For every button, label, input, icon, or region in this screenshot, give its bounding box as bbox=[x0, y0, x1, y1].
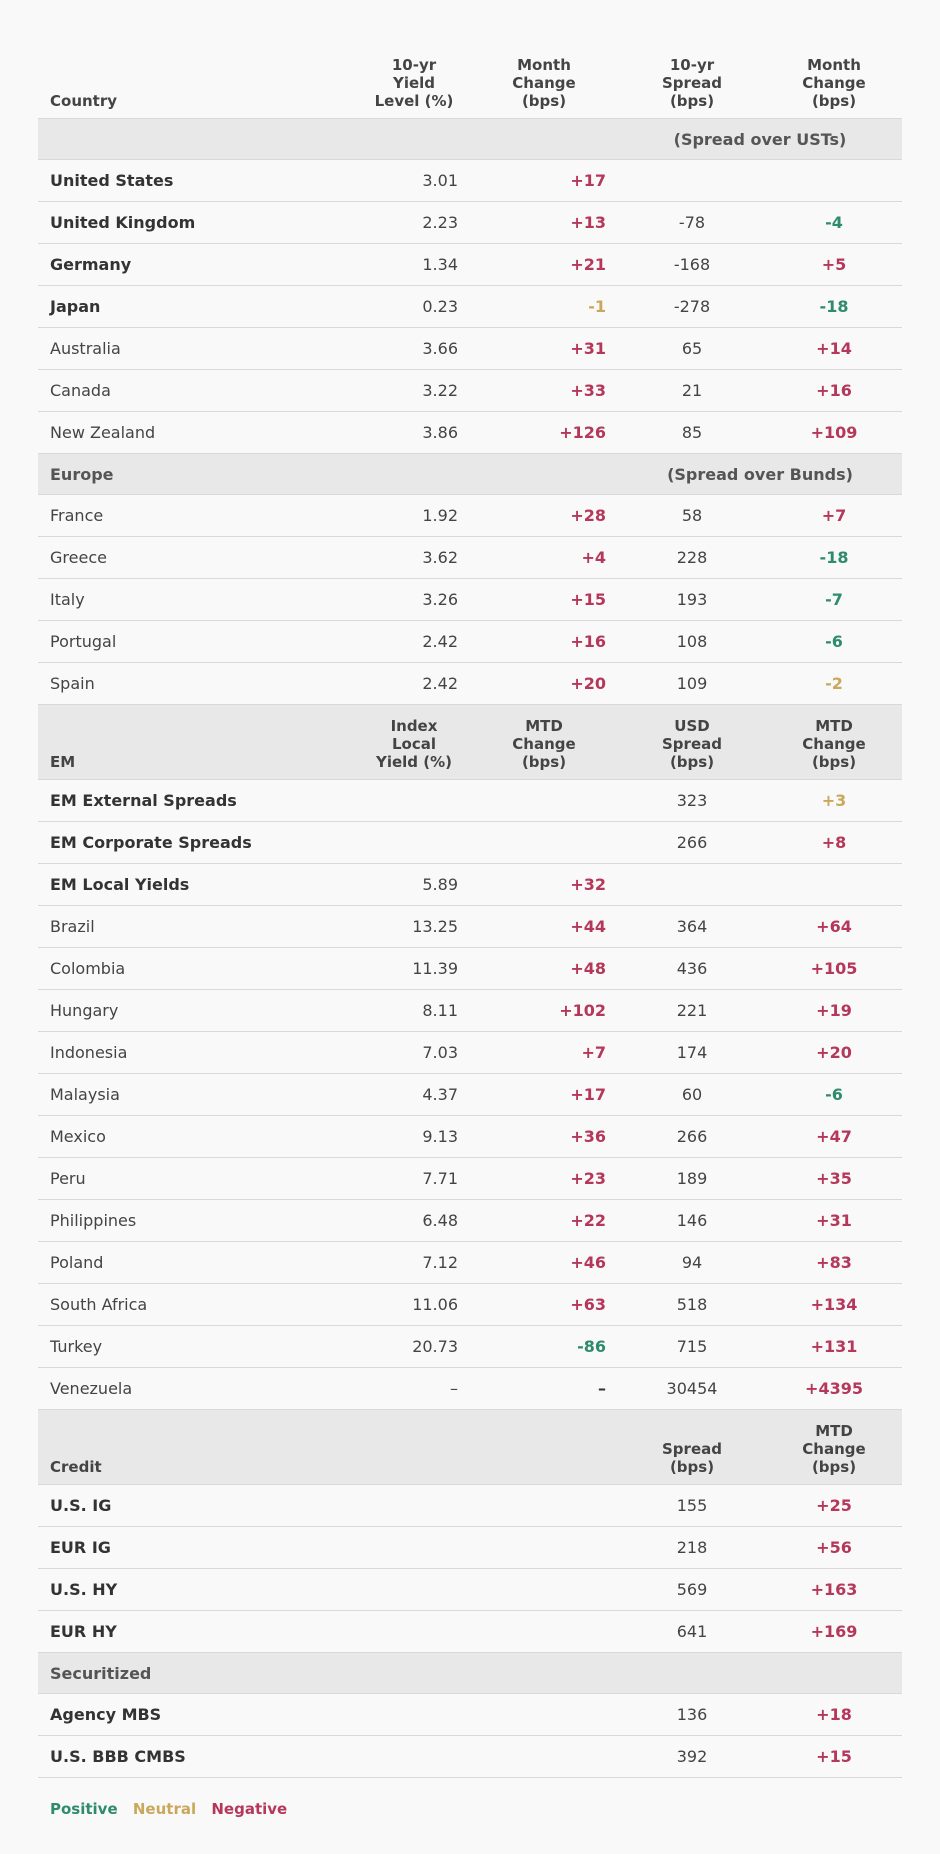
row-yield-change: +22 bbox=[470, 1200, 618, 1242]
row-yield-change: +46 bbox=[470, 1242, 618, 1284]
row-name: Malaysia bbox=[38, 1074, 358, 1116]
row-yield-change bbox=[470, 1611, 618, 1653]
row-name: Indonesia bbox=[38, 1032, 358, 1074]
header-yield: 10-yr Yield Level (%) bbox=[358, 50, 470, 119]
row-name: New Zealand bbox=[38, 412, 358, 454]
row-name: Turkey bbox=[38, 1326, 358, 1368]
table-row bbox=[38, 1569, 902, 1611]
table-row bbox=[38, 1200, 902, 1242]
row-yield bbox=[358, 1527, 470, 1569]
table-row bbox=[38, 160, 902, 202]
credit-header-row bbox=[38, 1410, 902, 1485]
row-spread: 30454 bbox=[618, 1368, 766, 1410]
row-spread: 569 bbox=[618, 1569, 766, 1611]
row-yield: 3.66 bbox=[358, 328, 470, 370]
row-spread-change bbox=[766, 864, 902, 906]
row-yield-change: +15 bbox=[470, 579, 618, 621]
row-yield-change: +33 bbox=[470, 370, 618, 412]
row-spread: 65 bbox=[618, 328, 766, 370]
row-name: Greece bbox=[38, 537, 358, 579]
row-spread: 58 bbox=[618, 495, 766, 537]
credit-header-mtd-change: MTD Change (bps) bbox=[766, 1410, 902, 1485]
row-spread-change: +35 bbox=[766, 1158, 902, 1200]
row-spread-change: +131 bbox=[766, 1326, 902, 1368]
row-yield: 2.42 bbox=[358, 621, 470, 663]
row-yield-change bbox=[470, 1736, 618, 1778]
row-name: United Kingdom bbox=[38, 202, 358, 244]
row-spread-change: +56 bbox=[766, 1527, 902, 1569]
row-spread-change: +15 bbox=[766, 1736, 902, 1778]
header-month-change: Month Change (bps) bbox=[470, 50, 618, 119]
row-yield: 3.01 bbox=[358, 160, 470, 202]
row-yield-change bbox=[470, 1569, 618, 1611]
row-spread: -168 bbox=[618, 244, 766, 286]
row-yield: 7.03 bbox=[358, 1032, 470, 1074]
row-spread: 109 bbox=[618, 663, 766, 705]
row-spread-change: +105 bbox=[766, 948, 902, 990]
row-spread-change: -4 bbox=[766, 202, 902, 244]
row-name: EM External Spreads bbox=[38, 780, 358, 822]
row-yield: 8.11 bbox=[358, 990, 470, 1032]
legend-neutral: Neutral bbox=[132, 1800, 197, 1818]
row-yield-change bbox=[470, 822, 618, 864]
row-spread: 323 bbox=[618, 780, 766, 822]
table-row bbox=[38, 495, 902, 537]
row-name: EUR HY bbox=[38, 1611, 358, 1653]
table-row bbox=[38, 621, 902, 663]
row-spread: 193 bbox=[618, 579, 766, 621]
row-spread: 60 bbox=[618, 1074, 766, 1116]
bund-note: (Spread over Bunds) bbox=[618, 454, 902, 495]
table-row bbox=[38, 412, 902, 454]
table-row bbox=[38, 579, 902, 621]
row-name: Hungary bbox=[38, 990, 358, 1032]
row-yield-change: -1 bbox=[470, 286, 618, 328]
row-yield-change: +20 bbox=[470, 663, 618, 705]
row-spread: 392 bbox=[618, 1736, 766, 1778]
row-spread: -278 bbox=[618, 286, 766, 328]
table-row bbox=[38, 1694, 902, 1736]
color-legend bbox=[50, 1800, 297, 1818]
row-spread-change: +163 bbox=[766, 1569, 902, 1611]
table-row bbox=[38, 1032, 902, 1074]
row-yield: 2.42 bbox=[358, 663, 470, 705]
row-yield-change: +31 bbox=[470, 328, 618, 370]
row-spread: 94 bbox=[618, 1242, 766, 1284]
credit-header-spread: Spread (bps) bbox=[618, 1410, 766, 1485]
table-row bbox=[38, 1284, 902, 1326]
row-spread-change: +134 bbox=[766, 1284, 902, 1326]
row-spread-change: +47 bbox=[766, 1116, 902, 1158]
table-row bbox=[38, 1527, 902, 1569]
row-spread: 218 bbox=[618, 1527, 766, 1569]
row-yield: – bbox=[358, 1368, 470, 1410]
row-spread-change: +18 bbox=[766, 1694, 902, 1736]
section-row-securitized bbox=[38, 1653, 902, 1694]
row-spread-change: +19 bbox=[766, 990, 902, 1032]
row-yield-change: +17 bbox=[470, 1074, 618, 1116]
header-spread: 10-yr Spread (bps) bbox=[618, 50, 766, 119]
row-name: Portugal bbox=[38, 621, 358, 663]
em-header-spread: USD Spread (bps) bbox=[618, 705, 766, 780]
row-yield: 3.26 bbox=[358, 579, 470, 621]
table-row bbox=[38, 1611, 902, 1653]
row-name: Peru bbox=[38, 1158, 358, 1200]
row-yield: 4.37 bbox=[358, 1074, 470, 1116]
row-spread-change: -6 bbox=[766, 1074, 902, 1116]
table-row bbox=[38, 822, 902, 864]
row-yield bbox=[358, 1485, 470, 1527]
row-spread: 364 bbox=[618, 906, 766, 948]
row-spread: 21 bbox=[618, 370, 766, 412]
row-spread: 641 bbox=[618, 1611, 766, 1653]
row-spread-change: -18 bbox=[766, 286, 902, 328]
table-row bbox=[38, 1074, 902, 1116]
row-yield-change: +44 bbox=[470, 906, 618, 948]
ust-note: (Spread over USTs) bbox=[618, 119, 902, 160]
row-spread-change: -6 bbox=[766, 621, 902, 663]
row-spread-change: +7 bbox=[766, 495, 902, 537]
row-name: Mexico bbox=[38, 1116, 358, 1158]
table-row bbox=[38, 370, 902, 412]
securitized-label: Securitized bbox=[38, 1653, 358, 1694]
row-yield-change: +4 bbox=[470, 537, 618, 579]
row-name: EUR IG bbox=[38, 1527, 358, 1569]
row-spread-change: +109 bbox=[766, 412, 902, 454]
row-name: Japan bbox=[38, 286, 358, 328]
row-yield: 7.71 bbox=[358, 1158, 470, 1200]
em-header-spread-change: MTD Change (bps) bbox=[766, 705, 902, 780]
row-spread: 189 bbox=[618, 1158, 766, 1200]
row-spread-change: +83 bbox=[766, 1242, 902, 1284]
table-row bbox=[38, 1736, 902, 1778]
table-row bbox=[38, 537, 902, 579]
row-yield-change: +7 bbox=[470, 1032, 618, 1074]
row-name: U.S. BBB CMBS bbox=[38, 1736, 358, 1778]
bond-yields-table bbox=[38, 50, 902, 1778]
row-spread: 266 bbox=[618, 1116, 766, 1158]
row-yield-change: +17 bbox=[470, 160, 618, 202]
row-yield bbox=[358, 780, 470, 822]
row-yield: 1.34 bbox=[358, 244, 470, 286]
table-row bbox=[38, 1368, 902, 1410]
row-yield bbox=[358, 822, 470, 864]
table-row bbox=[38, 864, 902, 906]
em-header-mtd-change: MTD Change (bps) bbox=[470, 705, 618, 780]
europe-label: Europe bbox=[38, 454, 358, 495]
row-yield: 11.39 bbox=[358, 948, 470, 990]
row-spread-change: -7 bbox=[766, 579, 902, 621]
row-name: Philippines bbox=[38, 1200, 358, 1242]
row-name: Poland bbox=[38, 1242, 358, 1284]
row-name: U.S. HY bbox=[38, 1569, 358, 1611]
row-yield-change: +16 bbox=[470, 621, 618, 663]
row-spread-change: +25 bbox=[766, 1485, 902, 1527]
row-name: Colombia bbox=[38, 948, 358, 990]
row-yield: 6.48 bbox=[358, 1200, 470, 1242]
row-yield-change: +63 bbox=[470, 1284, 618, 1326]
row-spread: 266 bbox=[618, 822, 766, 864]
row-yield-change bbox=[470, 1527, 618, 1569]
row-yield-change: +102 bbox=[470, 990, 618, 1032]
row-name: Venezuela bbox=[38, 1368, 358, 1410]
row-spread-change: -2 bbox=[766, 663, 902, 705]
table-row bbox=[38, 1116, 902, 1158]
row-yield-change: +13 bbox=[470, 202, 618, 244]
credit-label: Credit bbox=[38, 1410, 358, 1485]
row-spread: 155 bbox=[618, 1485, 766, 1527]
row-spread: 174 bbox=[618, 1032, 766, 1074]
row-name: France bbox=[38, 495, 358, 537]
legend-negative: Negative bbox=[211, 1800, 288, 1818]
row-yield-change: – bbox=[470, 1368, 618, 1410]
row-yield: 0.23 bbox=[358, 286, 470, 328]
row-name: Spain bbox=[38, 663, 358, 705]
table-row bbox=[38, 286, 902, 328]
table-row bbox=[38, 328, 902, 370]
row-name: Canada bbox=[38, 370, 358, 412]
section-row-europe bbox=[38, 454, 902, 495]
row-yield bbox=[358, 1569, 470, 1611]
row-yield-change: +23 bbox=[470, 1158, 618, 1200]
section-row-ust bbox=[38, 119, 902, 160]
row-spread bbox=[618, 864, 766, 906]
row-yield bbox=[358, 1694, 470, 1736]
row-yield-change bbox=[470, 1694, 618, 1736]
row-yield bbox=[358, 1611, 470, 1653]
row-name: Brazil bbox=[38, 906, 358, 948]
row-spread: 436 bbox=[618, 948, 766, 990]
row-yield-change: +21 bbox=[470, 244, 618, 286]
row-name: Australia bbox=[38, 328, 358, 370]
row-yield: 3.62 bbox=[358, 537, 470, 579]
header-country: Country bbox=[38, 50, 358, 119]
row-name: Germany bbox=[38, 244, 358, 286]
bond-table-container bbox=[38, 50, 902, 1778]
em-header-yield: Index Local Yield (%) bbox=[358, 705, 470, 780]
table-row bbox=[38, 244, 902, 286]
row-spread bbox=[618, 160, 766, 202]
row-name: South Africa bbox=[38, 1284, 358, 1326]
row-spread-change: +8 bbox=[766, 822, 902, 864]
em-label: EM bbox=[38, 705, 358, 780]
row-yield-change: +126 bbox=[470, 412, 618, 454]
row-spread-change: +64 bbox=[766, 906, 902, 948]
row-spread: 146 bbox=[618, 1200, 766, 1242]
row-spread-change: +4395 bbox=[766, 1368, 902, 1410]
row-name: United States bbox=[38, 160, 358, 202]
table-row bbox=[38, 906, 902, 948]
row-name: EM Local Yields bbox=[38, 864, 358, 906]
row-name: Agency MBS bbox=[38, 1694, 358, 1736]
row-spread-change: +169 bbox=[766, 1611, 902, 1653]
row-name: Italy bbox=[38, 579, 358, 621]
row-name: U.S. IG bbox=[38, 1485, 358, 1527]
row-yield-change bbox=[470, 780, 618, 822]
table-row bbox=[38, 202, 902, 244]
row-spread: 136 bbox=[618, 1694, 766, 1736]
row-yield-change: +32 bbox=[470, 864, 618, 906]
row-spread-change: +3 bbox=[766, 780, 902, 822]
row-yield: 9.13 bbox=[358, 1116, 470, 1158]
row-spread: 715 bbox=[618, 1326, 766, 1368]
row-yield: 20.73 bbox=[358, 1326, 470, 1368]
header-spread-change: Month Change (bps) bbox=[766, 50, 902, 119]
row-yield: 5.89 bbox=[358, 864, 470, 906]
legend-positive: Positive bbox=[50, 1800, 118, 1818]
table-header-row bbox=[38, 50, 902, 119]
table-row bbox=[38, 663, 902, 705]
row-yield: 3.86 bbox=[358, 412, 470, 454]
row-yield: 7.12 bbox=[358, 1242, 470, 1284]
row-yield: 13.25 bbox=[358, 906, 470, 948]
table-row bbox=[38, 990, 902, 1032]
row-spread: 518 bbox=[618, 1284, 766, 1326]
row-yield-change: +28 bbox=[470, 495, 618, 537]
row-yield bbox=[358, 1736, 470, 1778]
table-row bbox=[38, 1242, 902, 1284]
row-yield-change: +48 bbox=[470, 948, 618, 990]
row-spread: 85 bbox=[618, 412, 766, 454]
table-row bbox=[38, 1158, 902, 1200]
row-spread-change: -18 bbox=[766, 537, 902, 579]
row-spread: 228 bbox=[618, 537, 766, 579]
table-row bbox=[38, 1326, 902, 1368]
row-spread: 221 bbox=[618, 990, 766, 1032]
em-header-row bbox=[38, 705, 902, 780]
row-name: EM Corporate Spreads bbox=[38, 822, 358, 864]
row-spread-change: +16 bbox=[766, 370, 902, 412]
row-spread-change: +31 bbox=[766, 1200, 902, 1242]
table-row bbox=[38, 1485, 902, 1527]
table-row bbox=[38, 948, 902, 990]
row-spread: -78 bbox=[618, 202, 766, 244]
row-spread-change bbox=[766, 160, 902, 202]
row-yield-change: +36 bbox=[470, 1116, 618, 1158]
row-yield-change bbox=[470, 1485, 618, 1527]
table-row bbox=[38, 780, 902, 822]
row-yield: 1.92 bbox=[358, 495, 470, 537]
row-yield: 2.23 bbox=[358, 202, 470, 244]
row-yield: 3.22 bbox=[358, 370, 470, 412]
row-yield-change: -86 bbox=[470, 1326, 618, 1368]
row-spread: 108 bbox=[618, 621, 766, 663]
row-yield: 11.06 bbox=[358, 1284, 470, 1326]
row-spread-change: +5 bbox=[766, 244, 902, 286]
row-spread-change: +20 bbox=[766, 1032, 902, 1074]
row-spread-change: +14 bbox=[766, 328, 902, 370]
